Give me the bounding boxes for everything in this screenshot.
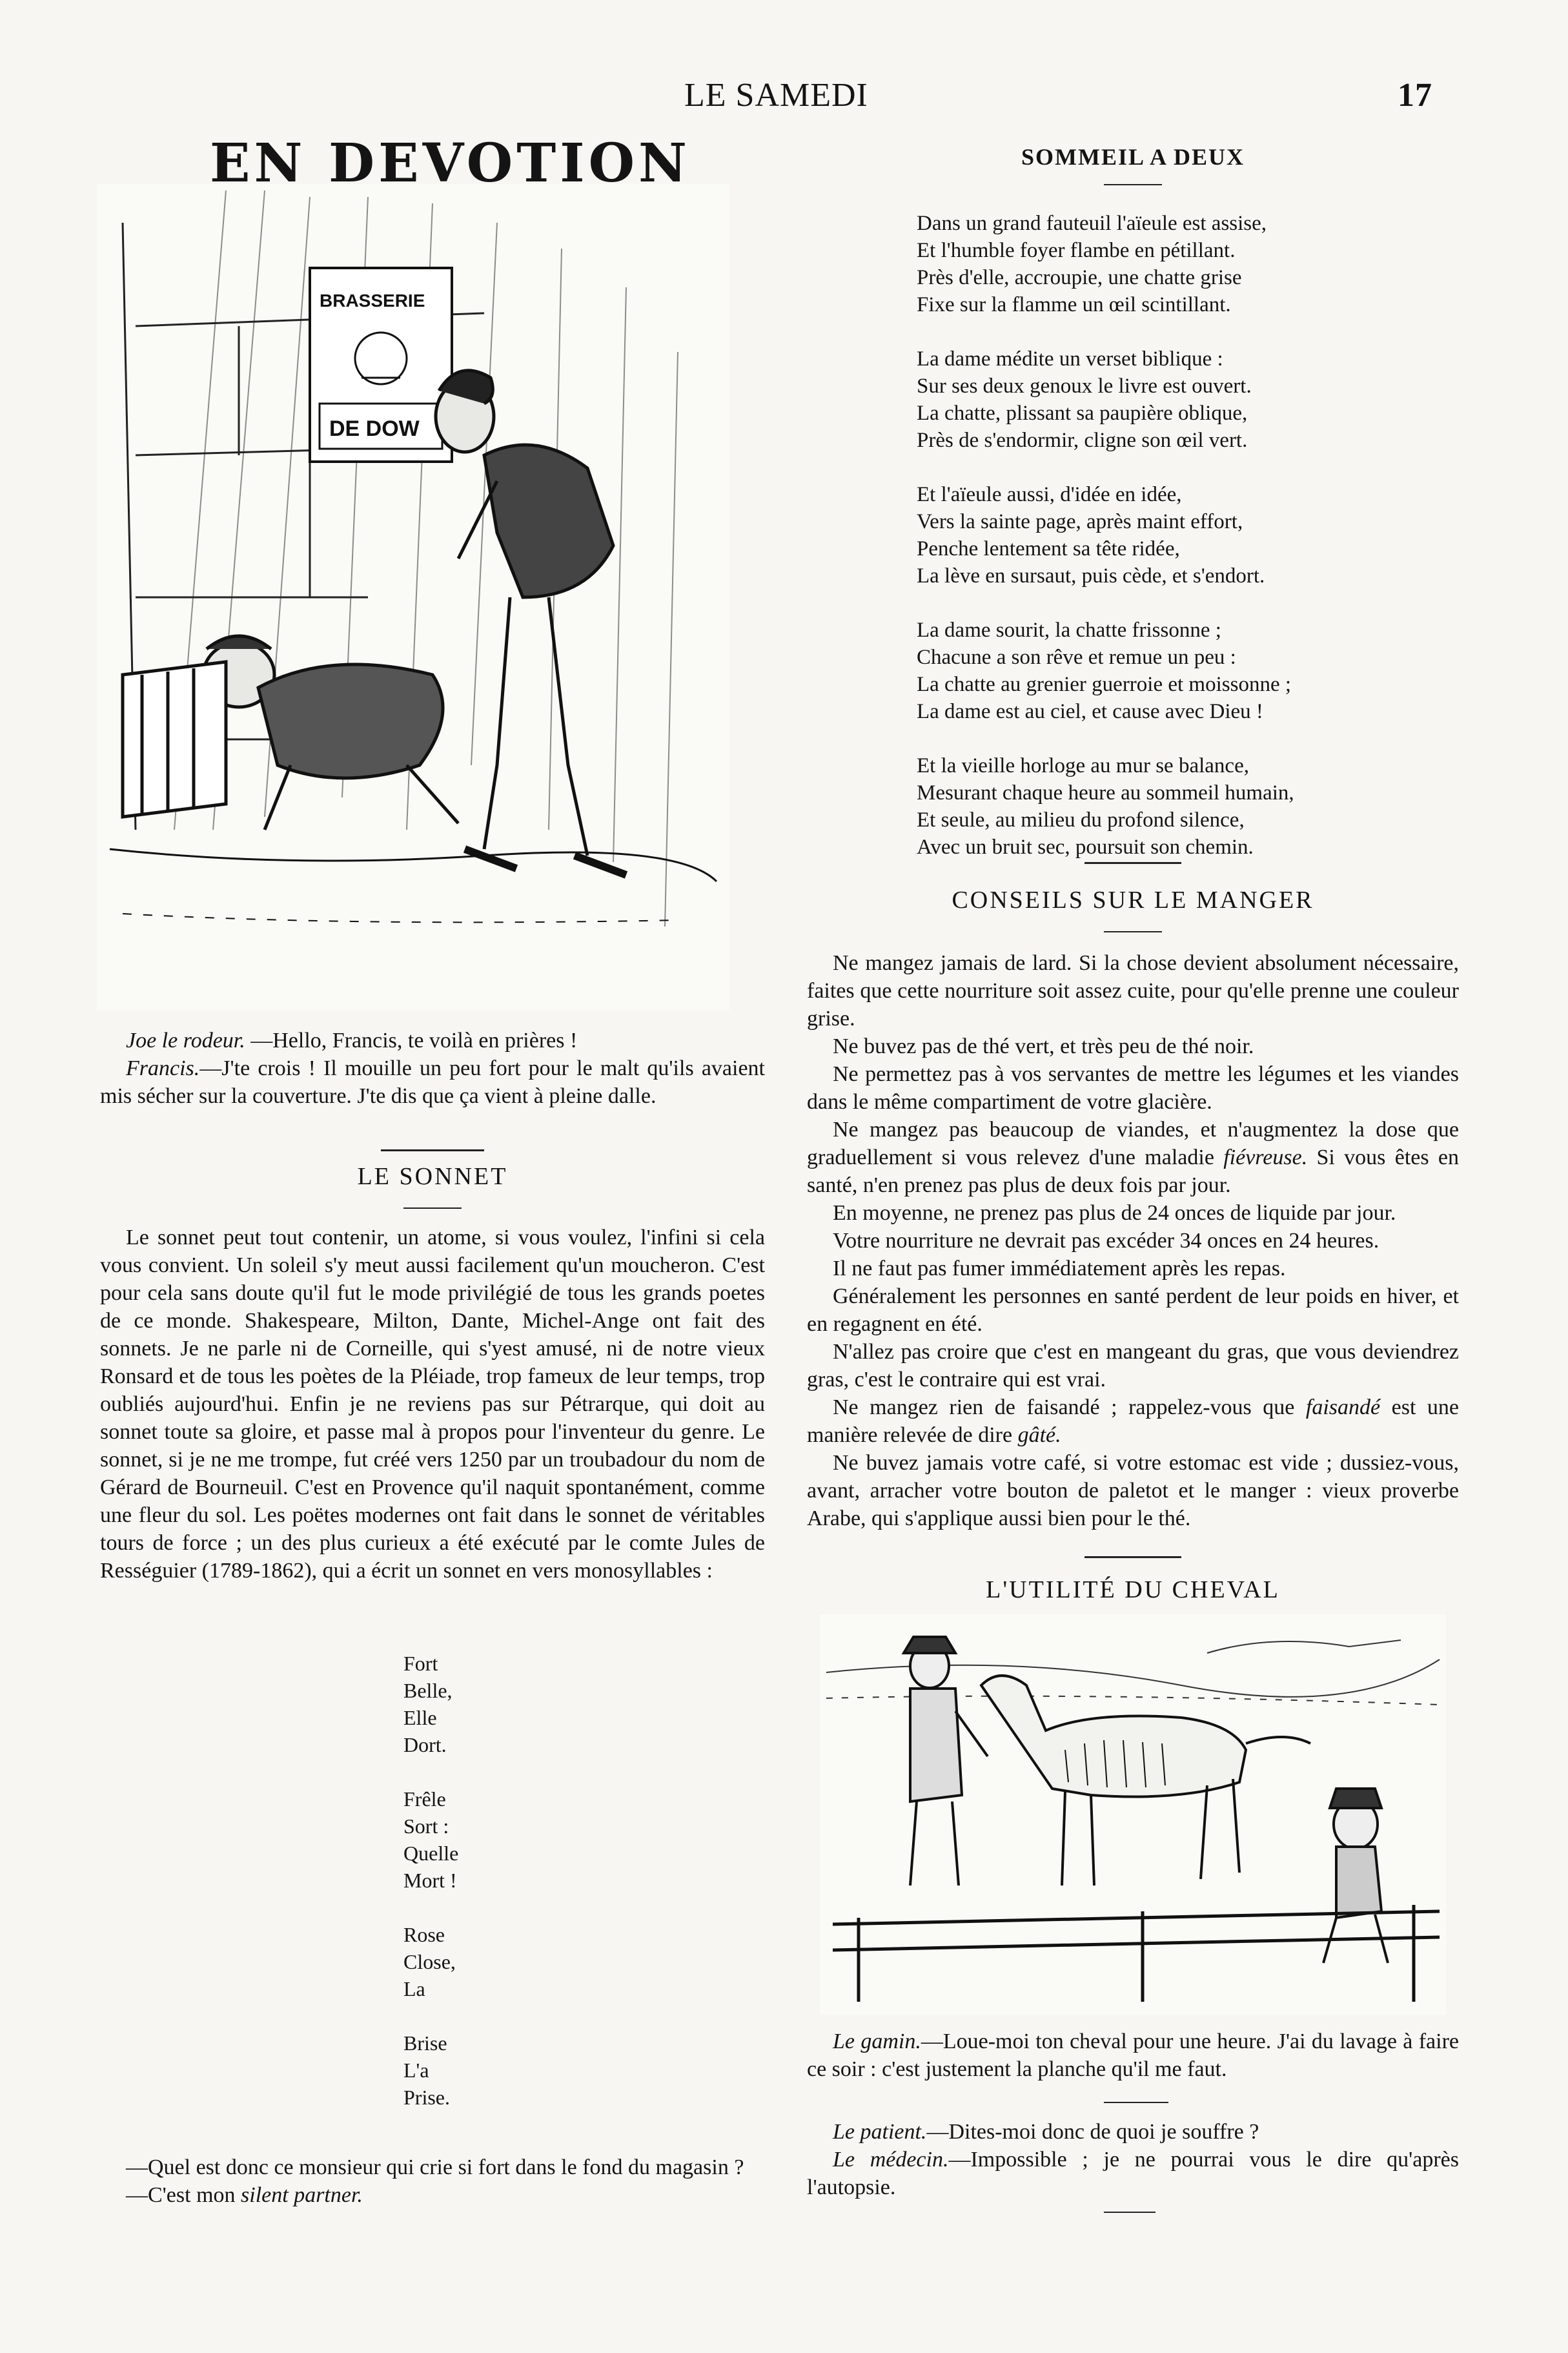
sign-brasserie: BRASSERIE [320,291,425,311]
horse-caption [807,2028,1459,2083]
conseil-paragraph: Votre nourriture ne devrait pas excéder 34 onces en 24 heures. [833,1229,1380,1253]
poem-line: La dame sourit, la chatte frissonne ; [917,619,1221,642]
poem-line: Près de s'endormir, cligne son œil vert. [917,429,1248,452]
cartoon-title: EN DEVOTION [210,132,691,194]
poem-line: Dans un grand fauteuil l'aïeule est assise, [917,212,1267,235]
poem-stanza [917,752,1294,861]
sonnet-line: La [403,1977,425,2000]
conseil-paragraph: En moyenne, ne prenez pas plus de 24 onces de liquide par jour. [833,1201,1396,1225]
caption-speaker-francis: Francis. [126,1056,200,1080]
sonnet-body-text: Le sonnet peut tout contenir, un atome, si vous voulez, l'infini si cela vous convient. Un soleil s'y meut aussi facilement qu'un moucheron. C'est pour cela sans doute qu'il fut le mode privilégié de tous les grands poetes de ce monde. Shakespeare, Milton, Dante, Michel-Ange ont fait des sonnets. Je ne parle ni de Corneille, qui s'yest amusé, ni de notre vieux Ronsard et de tous les poètes de la Pléiade, trop fameux de leur temps, trop oubliés aujourd'hui. Enfin je ne reviens pas sur Pétrarque, qui doit au sonnet toute sa gloire, et passe mal à propos pour l'inventeur du genre. Le sonnet, si je ne me trompe, fut créé vers 1250 par un troubadour du nom de Gérard de Bourneuil. C'est en Provence qu'il naquit spontanément, comme une fleur du sol. Les poëtes modernes ont fait dans le sonnet de véritables tours de force ; un des plus curieux a été exécuté par le comte Jules de Rességuier (1789-1862), qui a écrit un sonnet en vers monosyllables : [100,1226,765,1583]
conseils-title: CONSEILS SUR LE MANGER [952,887,1314,914]
poem-line: Sur ses deux genoux le livre est ouvert. [917,375,1252,398]
poem-line: La chatte au grenier guerroie et moissonne ; [917,673,1292,696]
conseil-paragraph [807,1393,1459,1449]
poem-line: Et la vieille horloge au mur se balance, [917,754,1249,777]
poem-line: Et l'aïeule aussi, d'idée en idée, [917,483,1182,506]
poem-line: Mesurant chaque heure au sommeil humain, [917,781,1294,805]
sonnet-stanza [403,1921,458,2002]
sonnet-line: Sort : [403,1814,449,1838]
poem-stanza [917,481,1294,590]
conseil-italic: fiévreuse. [1223,1146,1308,1169]
poem-line: Chacune a son rêve et remue un peu : [917,646,1236,669]
poem-line: Avec un bruit sec, poursuit son chemin. [917,836,1254,859]
sonnet-stanza [403,1785,458,1894]
divider [1084,1556,1181,1558]
sonnet-line: Mort ! [403,1869,457,1892]
sonnet-line: Prise. [403,2086,450,2109]
divider [1104,2102,1168,2103]
conseil-paragraph: Ne buvez pas de thé vert, et très peu de thé noir. [833,1034,1254,1058]
poem-line: Penche lentement sa tête ridée, [917,537,1180,560]
divider [1104,2212,1156,2213]
sonnet-line: Fort [403,1652,438,1675]
sonnet-line: Close, [403,1950,456,1973]
conseil-paragraph: Ne mangez jamais de lard. Si la chose devient absolument nécessaire, faites que cette nourriture soit assez cuite, pour qu'elle prenne une couleur grise. [807,951,1459,1031]
cartoon-horse-illustration [820,1614,1446,2015]
conseil-text: Si vous êtes en santé, n'en prenez pas plus de deux fois par jour. [807,1146,1459,1197]
monosyllable-sonnet [403,1650,458,2138]
poem-stanza [917,345,1294,454]
poem-line: Et seule, au milieu du profond silence, [917,808,1245,832]
sonnet-line: Quelle [403,1842,459,1865]
page-number: 17 [1398,77,1432,114]
sonnet-title: LE SONNET [357,1163,508,1190]
cheval-title: L'UTILITÉ DU CHEVAL [986,1576,1280,1603]
sonnet-line: Rose [403,1923,445,1946]
cartoon-caption [100,1027,765,1110]
joke-line-1: —Quel est donc ce monsieur qui crie si fort dans le fond du magasin ? [126,2155,744,2179]
sonnet-line: Elle [403,1706,437,1729]
patient-line: —Dites-moi donc de quoi je souffre ? [926,2120,1259,2144]
joke-line-2: —C'est mon [126,2183,241,2207]
conseils-body [807,949,1459,1532]
sonnet-line: Frêle [403,1787,446,1811]
poem-sommeil-a-deux [917,210,1294,888]
poem-line: Vers la sainte page, après maint effort, [917,510,1243,533]
sign-de-dow: DE DOW [329,416,420,441]
caption-text-francis: —J'te crois ! Il mouille un peu fort pour le malt qu'ils avaient mis sécher sur la couverture. J'te dis que ça vient à pleine dalle. [100,1056,765,1108]
poem-line: La lève en sursaut, puis cède, et s'endort. [917,564,1265,588]
conseil-italic: gâté. [1017,1423,1061,1447]
conseil-paragraph [807,1116,1459,1199]
divider [1084,862,1181,864]
conseil-text: Ne mangez pas beaucoup de viandes, et n'augmentez la dose que graduellement si vous relevez d'une maladie [807,1118,1459,1169]
medecin-joke [807,2118,1459,2201]
poem-line: La dame est au ciel, et cause avec Dieu ! [917,700,1263,723]
poem-line: La dame médite un verset biblique : [917,347,1223,371]
sonnet-body [100,1224,765,1585]
poem-stanza [917,617,1294,725]
sonnet-line: Belle, [403,1679,453,1702]
conseil-paragraph: Ne buvez jamais votre café, si votre estomac est vide ; dussiez-vous, avant, arracher votre bouton de paletot et le manger : vieux proverbe Arabe, qui s'applique aussi bien pour le thé. [807,1451,1459,1530]
conseil-paragraph: Il ne faut pas fumer immédiatement après les repas. [833,1257,1286,1280]
caption-text-joe: —Hello, Francis, te voilà en prières ! [250,1029,578,1053]
divider [381,1149,484,1151]
conseil-paragraph: N'allez pas croire que c'est en mangeant du gras, que vous deviendrez gras, c'est le contraire qui est vrai. [807,1340,1459,1392]
poem-line: Fixe sur la flamme un œil scintillant. [917,293,1231,316]
cartoon-en-devotion-illustration [97,184,729,1011]
speaker-medecin: Le médecin. [833,2148,949,2172]
poem-line: Et l'humble foyer flambe en pétillant. [917,239,1236,262]
running-title: LE SAMEDI [684,77,868,114]
poem-stanza [917,210,1294,318]
divider [1104,184,1162,185]
conseil-paragraph: Ne permettez pas à vos servantes de mettre les légumes et les viandes dans le même compartiment de votre glacière. [807,1062,1459,1114]
poem-line: La chatte, plissant sa paupière oblique, [917,402,1248,425]
poem-line: Près d'elle, accroupie, une chatte grise [917,266,1242,289]
caption-text-gamin: —Loue-moi ton cheval pour une heure. J'ai du lavage à faire ce soir : c'est justement la planche qu'il me faut. [807,2029,1460,2081]
caption-speaker-joe: Joe le rodeur. [126,1029,245,1053]
silent-partner-joke [100,2153,765,2209]
joke-line-2-italic: silent partner. [241,2183,363,2207]
poem-title: SOMMEIL A DEUX [1021,144,1245,170]
conseil-text: est une manière relevée de dire [807,1395,1460,1447]
sonnet-stanza [403,1650,458,1758]
conseil-italic: faisandé [1305,1395,1381,1419]
divider [403,1207,462,1209]
conseil-paragraph: Généralement les personnes en santé perdent de leur poids en hiver, et en regagnent en été. [807,1284,1459,1336]
sonnet-stanza [403,2029,458,2111]
caption-speaker-gamin: Le gamin. [833,2029,921,2053]
divider [1104,931,1162,932]
speaker-patient: Le patient. [833,2120,927,2144]
sonnet-line: L'a [403,2059,429,2082]
sonnet-line: Dort. [403,1733,447,1756]
medecin-line: —Impossible ; je ne pourrai vous le dire qu'après l'autopsie. [807,2148,1459,2199]
sonnet-line: Brise [403,2031,447,2055]
conseil-text: Ne mangez rien de faisandé ; rappelez-vous que [833,1395,1306,1419]
